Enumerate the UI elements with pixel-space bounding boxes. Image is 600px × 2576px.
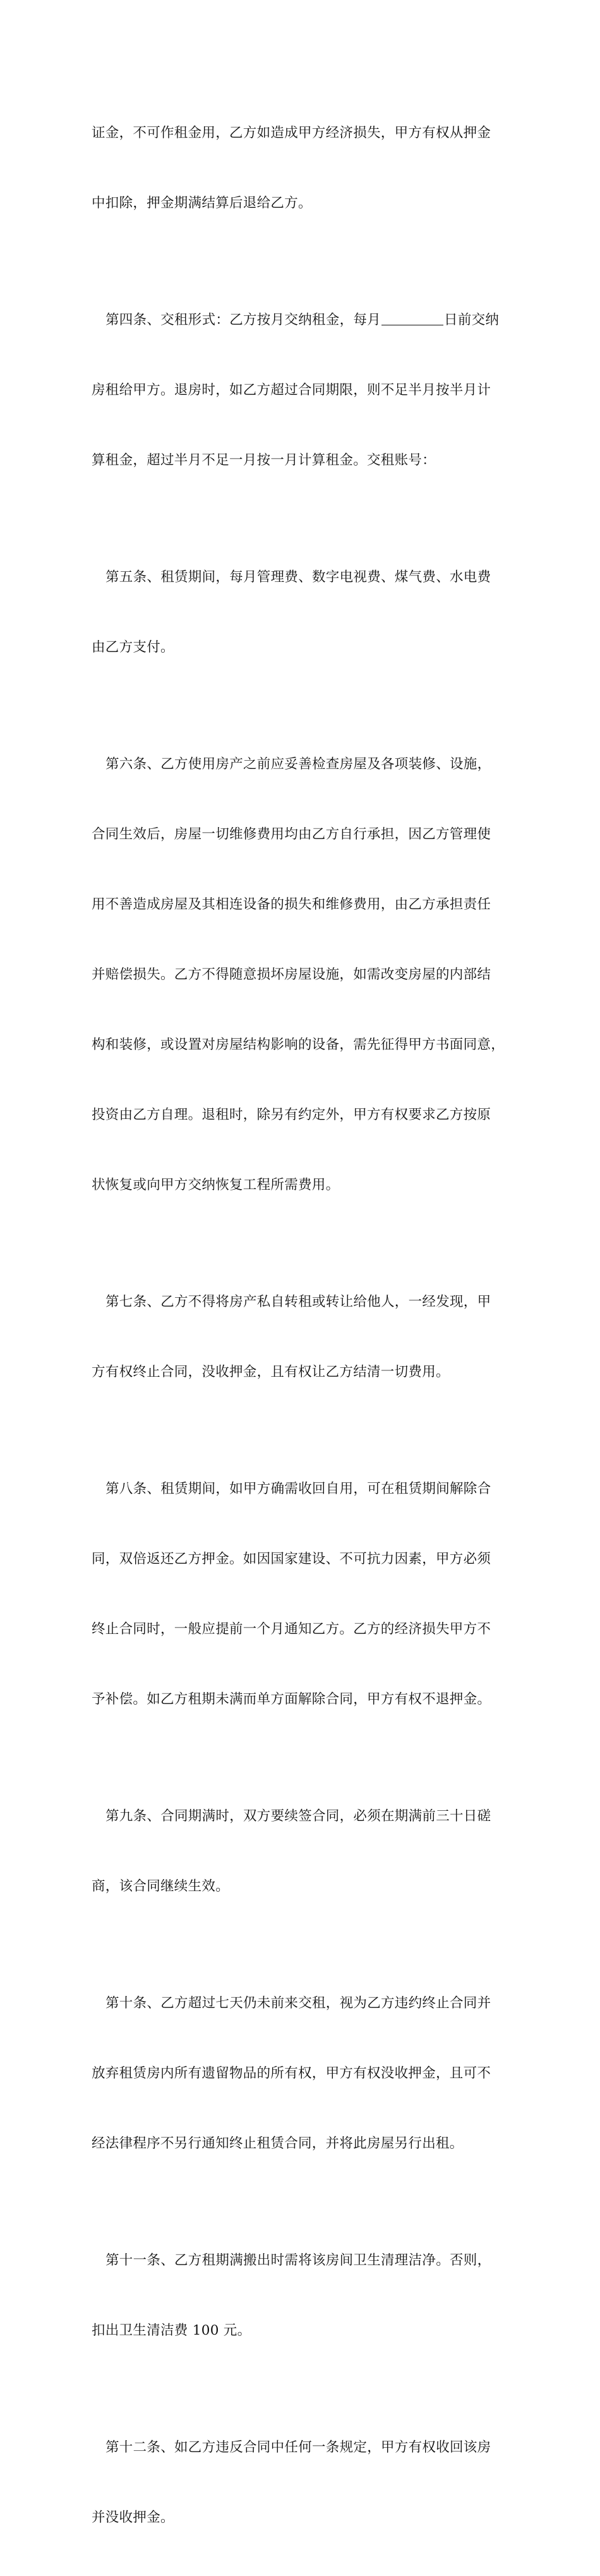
- text-line: 状恢复或向甲方交纳恢复工程所需费用。: [92, 1177, 340, 1193]
- text-line: 予补偿。如乙方租期未满而单方面解除合同，甲方有权不退押金。: [92, 1691, 491, 1707]
- text-line: 合同生效后，房屋一切维修费用均由乙方自行承担，因乙方管理使: [92, 826, 491, 842]
- text-line: 第十条、乙方超过七天仍未前来交租，视为乙方违约终止合同并: [105, 1995, 491, 2011]
- text-line: 第七条、乙方不得将房产私自转租或转让给他人，一经发现，甲: [105, 1294, 491, 1310]
- text-line: 商，该合同继续生效。: [92, 1878, 230, 1894]
- article-4-lead: 第四条、交租形式：乙方按月交纳租金，每月: [105, 312, 381, 328]
- text-line: 投资由乙方自理。退租时，除另有约定外，甲方有权要求乙方按原: [92, 1107, 491, 1123]
- text-line: 第十二条、如乙方违反合同中任何一条规定，甲方有权收回该房: [105, 2440, 491, 2455]
- text-line: 终止合同时，一般应提前一个月通知乙方。乙方的经济损失甲方不: [92, 1621, 491, 1637]
- text-line: 方有权终止合同，没收押金，且有权让乙方结清一切费用。: [92, 1364, 450, 1380]
- text-line: 第六条、乙方使用房产之前应妥善检查房屋及各项装修、设施，: [105, 756, 491, 772]
- text-line: 扣出卫生清洁费 100 元。: [92, 2323, 251, 2338]
- paragraph-article-7: [92, 1243, 512, 1430]
- text-line: 算租金，超过半月不足一月按一月计算租金。交租账号：: [92, 452, 436, 468]
- paragraph-article-8: [92, 1430, 512, 1758]
- text-line: 用不善造成房屋及其相连设备的损失和维修费用，由乙方承担责任: [92, 897, 491, 912]
- text-line: 房租给甲方。退房时，如乙方超过合同期限，则不足半月按半月计: [92, 382, 491, 398]
- text-line: 证金，不可作租金用，乙方如造成甲方经济损失，甲方有权从押金: [92, 125, 491, 141]
- text-line: 第五条、租赁期间，每月管理费、数字电视费、煤气费、水电费: [105, 569, 491, 585]
- paragraph-deposit-continuation: [92, 75, 512, 262]
- text-line: 构和装修，或设置对房屋结构影响的设备，需先征得甲方书面同意，: [92, 1037, 505, 1053]
- paragraph-article-9: [92, 1758, 512, 1945]
- text-line: 放弃租赁房内所有遗留物品的所有权，甲方有权没收押金，且可不: [92, 2065, 491, 2081]
- text-line: 第八条、租赁期间，如甲方确需收回自用，可在租赁期间解除合: [105, 1481, 491, 1497]
- document-body: [92, 75, 512, 2576]
- text-line: 并赔偿损失。乙方不得随意损坏房屋设施，如需改变房屋的内部结: [92, 967, 491, 983]
- text-line: 经法律程序不另行通知终止租赁合同，并将此房屋另行出租。: [92, 2136, 464, 2151]
- payment-day-blank: [381, 311, 443, 325]
- paragraph-article-12: [92, 2389, 512, 2576]
- text-line: 第十一条、乙方租期满搬出时需将该房间卫生清理洁净。否则，: [105, 2252, 491, 2268]
- paragraph-article-10: [92, 1945, 512, 2202]
- text-line: 由乙方支付。: [92, 639, 174, 655]
- text-line: [92, 308, 512, 332]
- text-line: 同，双倍返还乙方押金。如因国家建设、不可抗力因素，甲方必须: [92, 1551, 491, 1567]
- text-line: 第九条、合同期满时，双方要续签合同，必须在期满前三十日磋: [105, 1808, 491, 1824]
- paragraph-article-4: [92, 262, 512, 519]
- text-line: 并没收押金。: [92, 2510, 174, 2525]
- paragraph-article-5: [92, 519, 512, 706]
- article-4-after-blank: 日前交纳: [444, 312, 500, 328]
- paragraph-article-6: [92, 706, 512, 1243]
- paragraph-article-11: [92, 2202, 512, 2389]
- text-line: 中扣除，押金期满结算后退给乙方。: [92, 195, 312, 211]
